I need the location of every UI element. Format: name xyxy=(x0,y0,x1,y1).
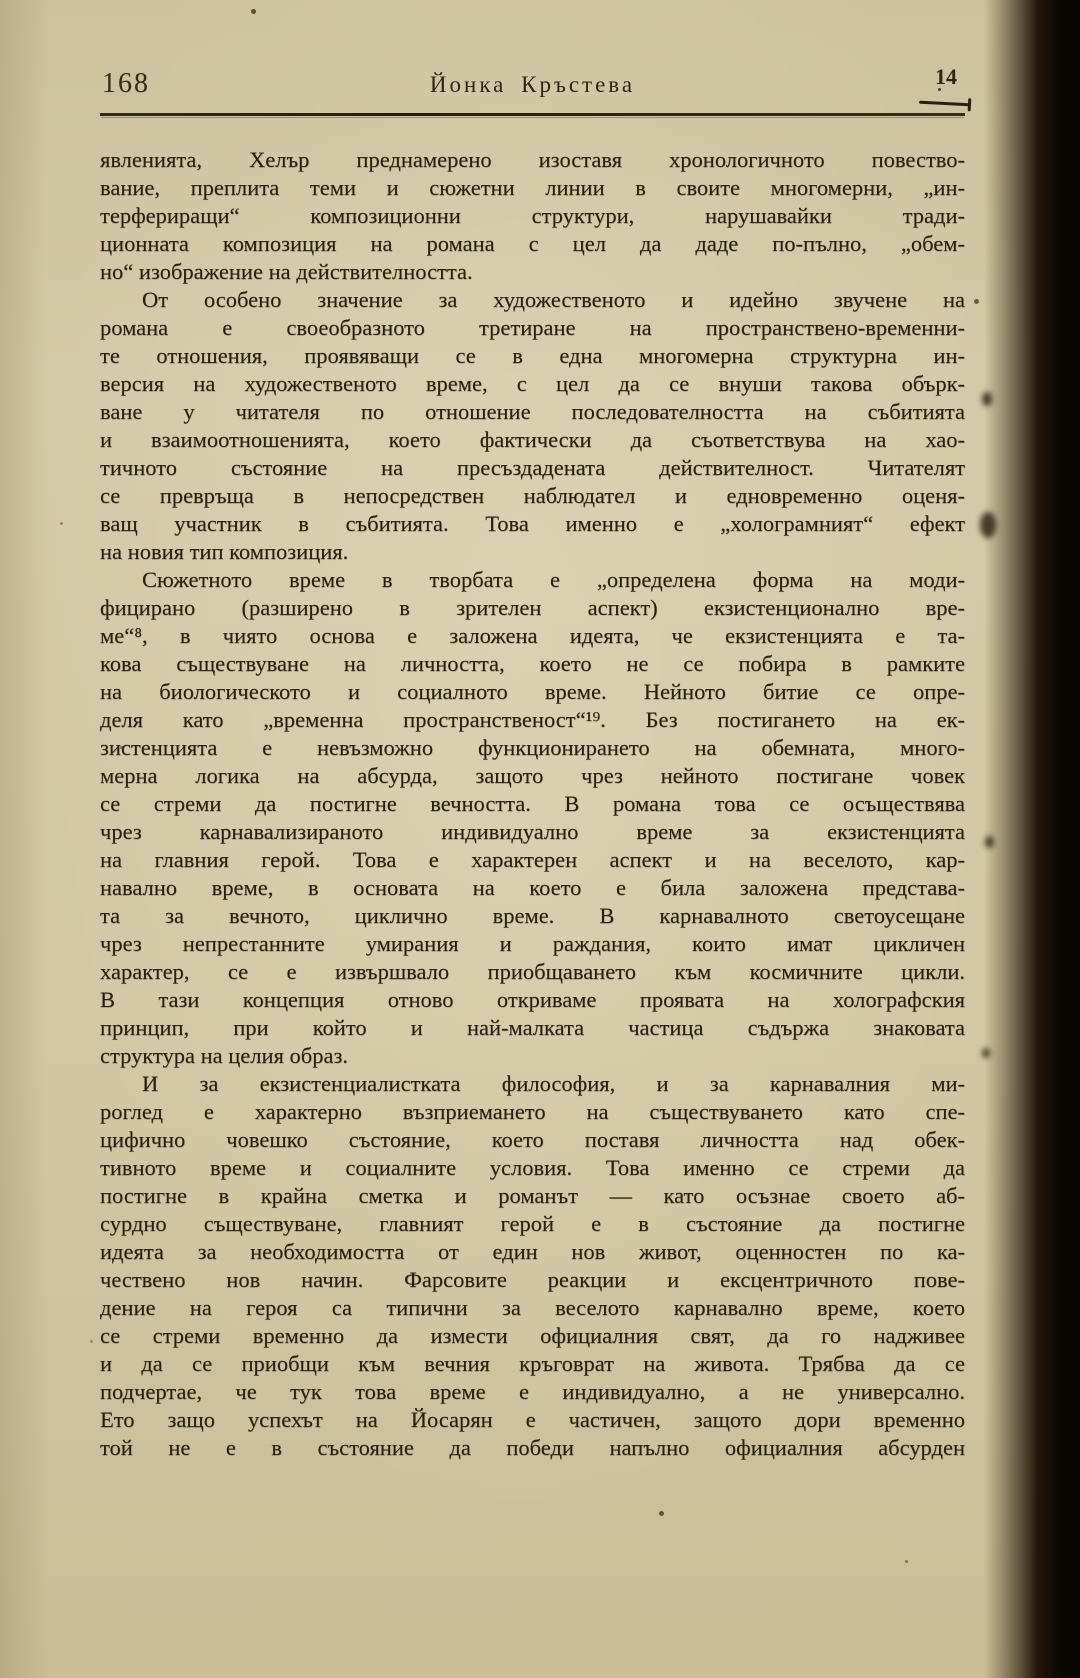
text-line: Ето защо успехът на Йосарян е частичен, защото дори временно xyxy=(100,1407,965,1432)
pen-mark-icon xyxy=(919,101,971,107)
header-rule xyxy=(100,113,965,116)
text-line: Сюжетното време в творбата е „определена форма на моди- xyxy=(142,567,965,592)
text-line: тивното време и социалните условия. Това именно се стреми да xyxy=(100,1155,965,1180)
text-line: характер, се е извършвало приобщаването към космичните цикли. xyxy=(100,959,965,984)
text-line: И за екзистенциалистката философия, и за карнавалния ми- xyxy=(142,1071,965,1096)
text-line: подчертае, че тук това време е индивидуално, а не универсално. xyxy=(100,1379,965,1404)
text-line: идеята за необходимостта от един нов живот, оценностен по ка- xyxy=(100,1239,965,1264)
page-number-left: 168 xyxy=(102,68,150,99)
text-line: на биологическото и социалното време. Нейното битие се опре- xyxy=(100,679,965,704)
paragraph xyxy=(100,566,965,1070)
text-line: се стреми временно да измести официалния свят, да го надживее xyxy=(100,1323,965,1348)
text-line: тичното състояние на пресъздадената действителност. Читателят xyxy=(100,455,965,480)
text-line: постигне в крайна сметка и романът — като осъзнае своето аб- xyxy=(100,1183,965,1208)
paragraph xyxy=(100,146,965,286)
text-line: роглед е характерно възприемането на съществуването като спе- xyxy=(100,1099,965,1124)
paragraph xyxy=(100,1070,965,1462)
paragraph xyxy=(100,286,965,566)
text-line: структура на целия образ. xyxy=(100,1043,348,1068)
text-line: романа е своеобразното третиране на пространствено-временни- xyxy=(100,315,965,340)
text-line: сурдно съществуване, главният герой е в състояние да постигне xyxy=(100,1211,965,1236)
text-line: чествено нов начин. Фарсовите реакции и ексцентричното пове- xyxy=(100,1267,965,1292)
text-line: фицирано (разширено в зрителен аспект) екзистенционално вре- xyxy=(100,595,965,620)
text-line: на новия тип композиция. xyxy=(100,539,349,564)
page-header xyxy=(100,64,965,112)
scan-blotch xyxy=(980,512,996,538)
text-line: кова съществуване на личността, което не се побира в рамките xyxy=(100,651,965,676)
text-line: дение на героя са типични за веселото карнавално време, което xyxy=(100,1295,965,1320)
running-head: Йонка Кръстева xyxy=(429,72,636,97)
text-block xyxy=(100,146,965,1462)
text-line: се превръща в непосредствен наблюдател и едновременно оценя- xyxy=(100,483,965,508)
text-line: принцип, при който и най-малката частица съдържа знаковата xyxy=(100,1015,965,1040)
text-line: версия на художественото време, с цел да се внуши такова обърк- xyxy=(100,371,965,396)
text-line: та за вечното, циклично време. В карнавалното светоусещане xyxy=(100,903,965,928)
text-line: ционната композиция на романа с цел да даде по-пълно, „обем- xyxy=(100,231,965,256)
text-line: мерна логика на абсурда, защото чрез нейното постигане човек xyxy=(100,763,965,788)
text-line: чрез карнавализираното индивидуално време за екзистенцията xyxy=(100,819,965,844)
text-line: В тази концепция отново откриваме проявата на холографския xyxy=(100,987,965,1012)
text-line: той не е в състояние да победи напълно официалния абсурден xyxy=(100,1435,965,1460)
text-line: се стреми да постигне вечността. В романа това се осъществява xyxy=(100,791,965,816)
text-line: ващ участник в събитията. Това именно е „холограмният“ ефект xyxy=(100,511,965,536)
text-line: но“ изображение на действителността. xyxy=(100,259,473,284)
text-line: те отношения, проявяващи се в една многомерна структурна ин- xyxy=(100,343,965,368)
text-line: и да се приобщи към вечния кръговрат на живота. Трябва да се xyxy=(100,1351,965,1376)
ink-specks xyxy=(0,0,3,3)
text-line: деля като „временна пространственост“¹⁹. Без постигането на ек- xyxy=(100,707,965,732)
text-line: вание, преплита теми и сюжетни линии в своите многомерни, „ин- xyxy=(100,175,965,200)
text-line: терфериращи“ композиционни структури, нарушавайки тради- xyxy=(100,203,965,228)
text-line: чрез непрестанните умирания и раждания, които имат цикличен xyxy=(100,931,965,956)
text-line: цифично човешко състояние, което поставя личността над обек- xyxy=(100,1127,965,1152)
scan-blotch xyxy=(985,836,994,848)
text-line: навално време, в основата на което е била заложена представа- xyxy=(100,875,965,900)
text-line: явленията, Хелър преднамерено изоставя хронологичното повество- xyxy=(100,147,965,172)
scan-blotch xyxy=(982,392,992,406)
scan-blotch xyxy=(982,1048,990,1058)
text-line: ване у читателя по отношение последователността на събитията xyxy=(100,399,965,424)
text-line: зистенцията е невъзможно функционирането на обемната, много- xyxy=(100,735,965,760)
page-number-right: 14 xyxy=(935,64,957,89)
text-line: на главния герой. Това е характерен аспект и на веселото, кар- xyxy=(100,847,965,872)
scan-edge-right xyxy=(984,0,1080,1678)
text-line: и взаимоотношенията, което фактически да съответствува на хао- xyxy=(100,427,965,452)
text-line: ме“⁸, в чиято основа е заложена идеята, че екзистенцията е та- xyxy=(100,623,965,648)
text-line: От особено значение за художественото и идейно звучене на xyxy=(142,287,965,312)
